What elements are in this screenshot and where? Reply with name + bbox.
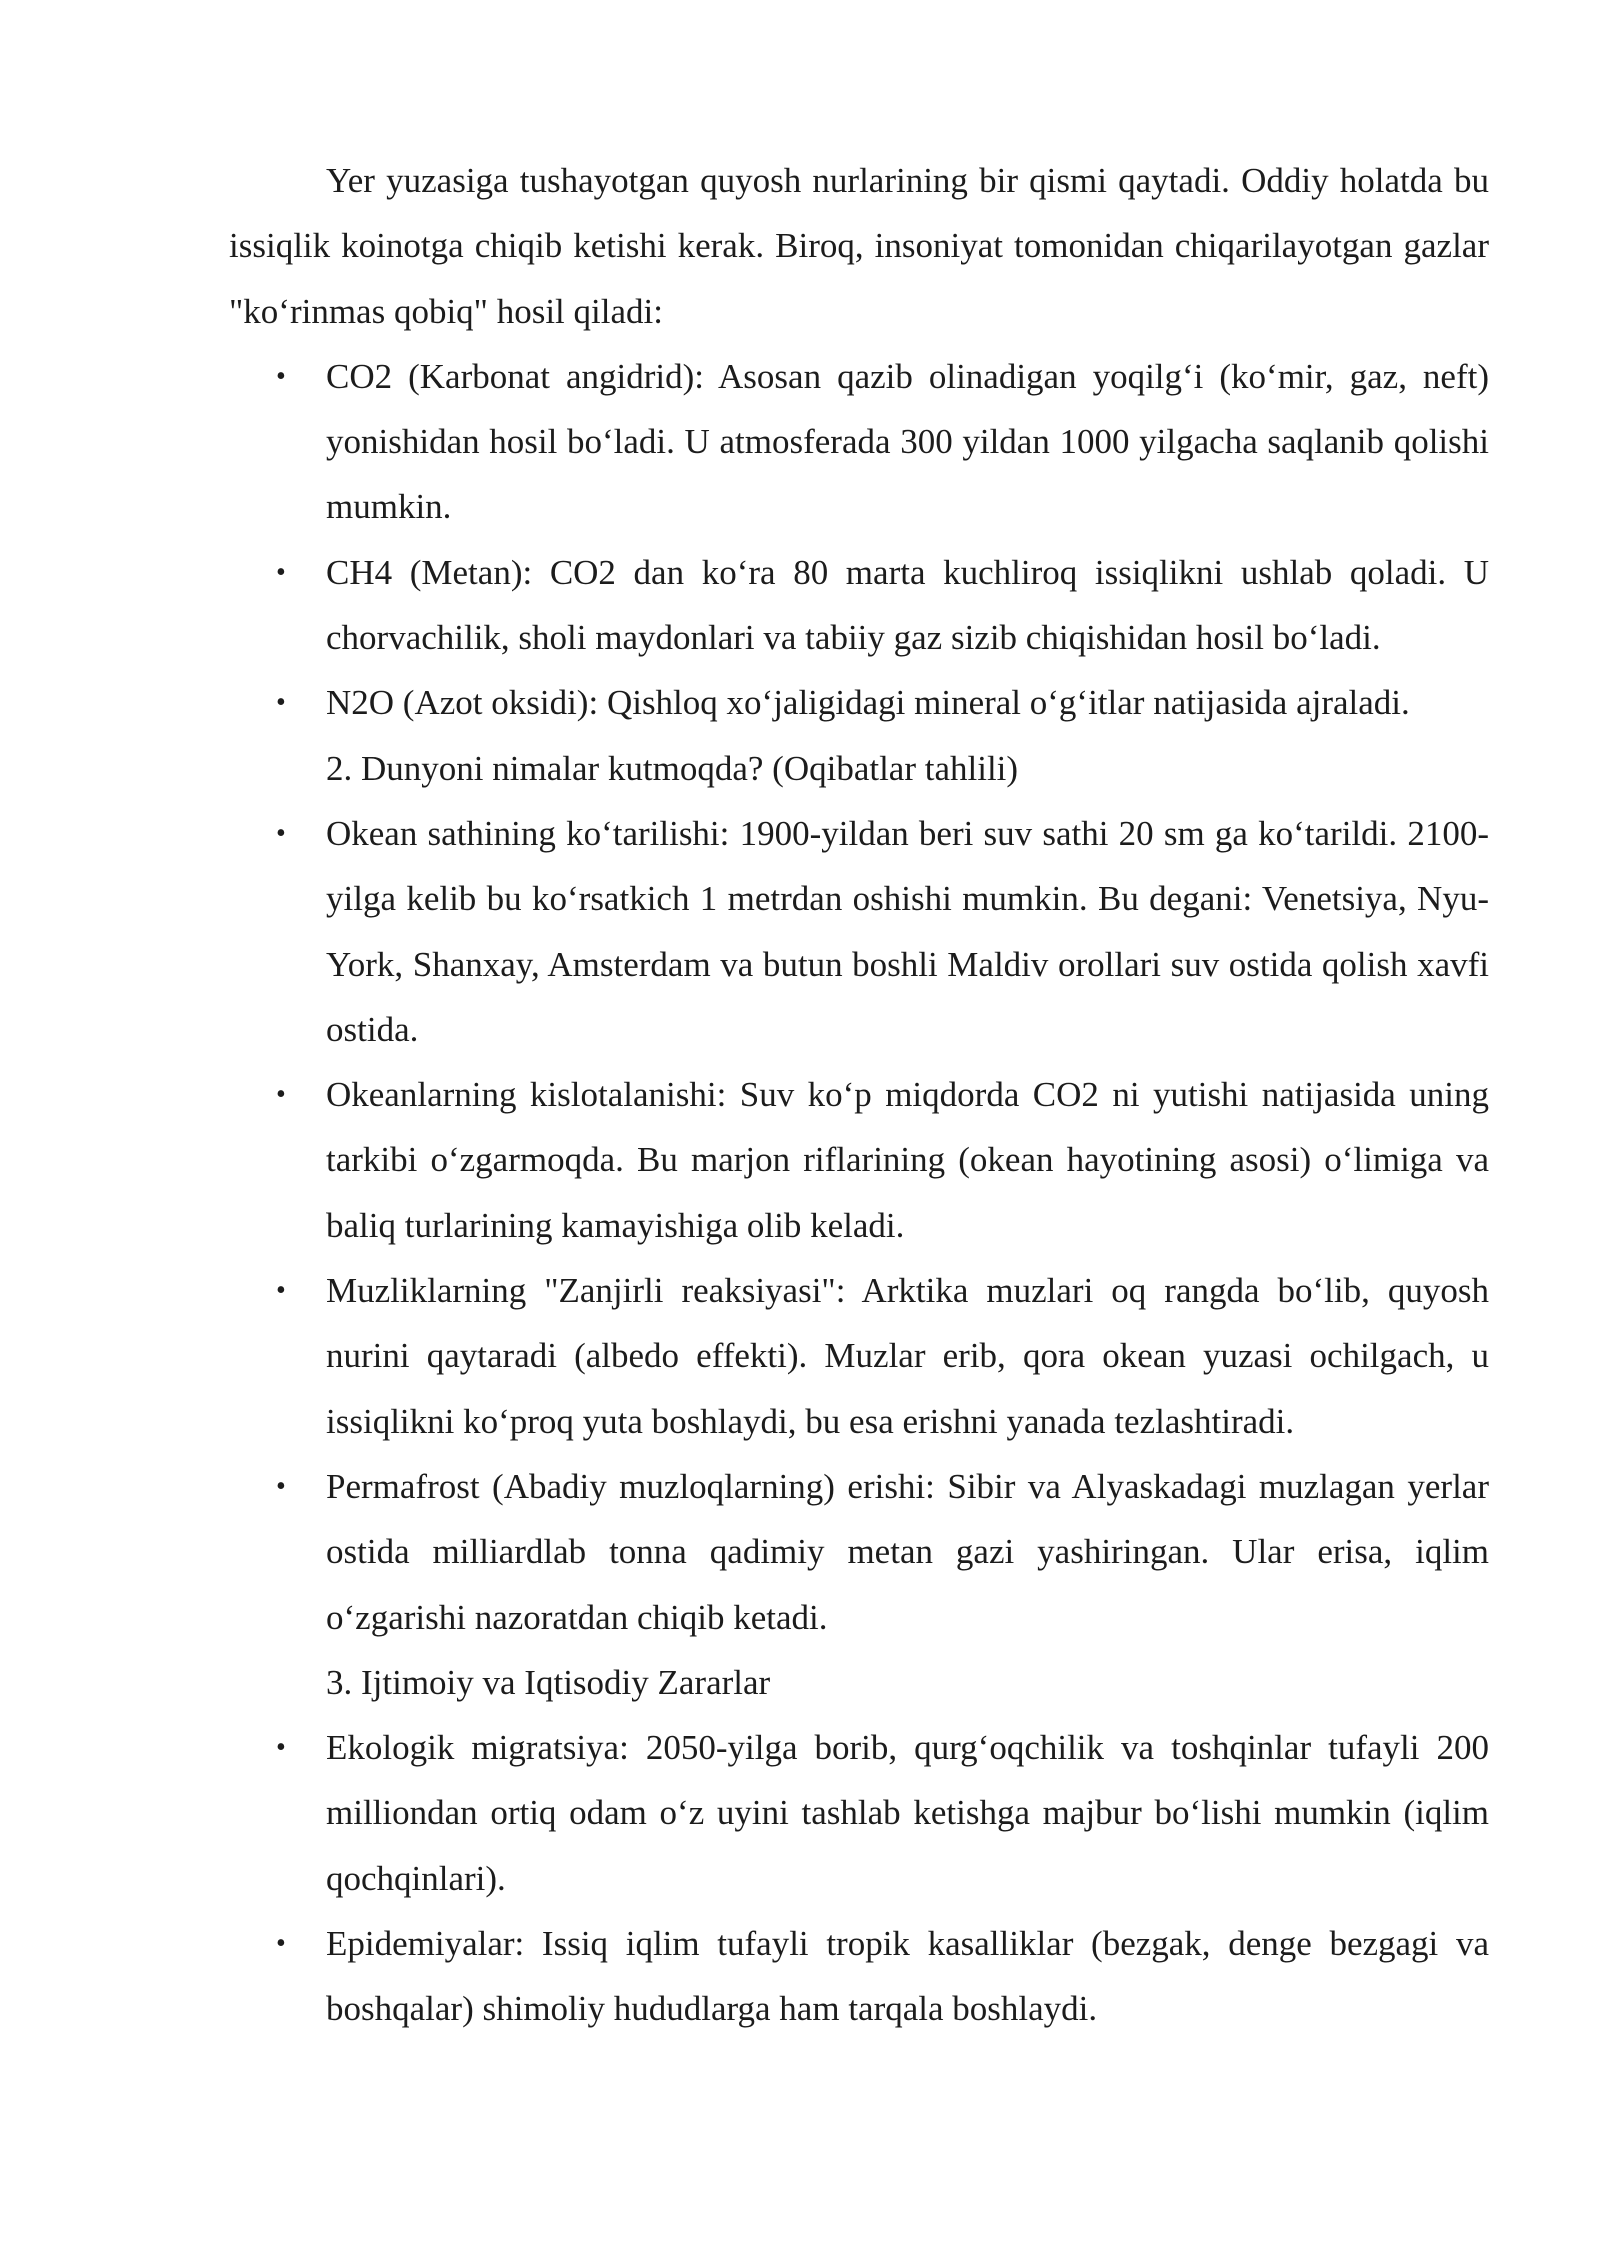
section-3-heading: 3. Ijtimoiy va Iqtisodiy Zararlar	[326, 1662, 771, 1702]
gases-list	[229, 344, 1489, 736]
list-item-text: Ekologik migratsiya: 2050-yilga borib, qurg‘oqchilik va toshqinlar tufayli 200 milliondan ortiq odam o‘z uyini tashlab ketishga majbur bo‘lishi mumkin (iqlim qochqinlari).	[326, 1728, 1489, 1898]
list-item	[229, 801, 1489, 1062]
bullet-icon: •	[276, 360, 286, 392]
bullet-icon: •	[276, 1079, 286, 1111]
list-item	[229, 670, 1489, 735]
list-item-text: Epidemiyalar: Issiq iqlim tufayli tropik kasalliklar (bezgak, denge bezgagi va boshqalar) shimoliy hududlarga ham tarqala boshlaydi.	[326, 1924, 1489, 2029]
list-item-text: CO2 (Karbonat angidrid): Asosan qazib olinadigan yoqilg‘i (ko‘mir, gaz, neft) yonishidan hosil bo‘ladi. U atmosferada 300 yildan 1000 yilgacha saqlanib qolishi mumkin.	[326, 356, 1489, 527]
bullet-icon: •	[276, 1732, 286, 1764]
intro-paragraph: Yer yuzasiga tushayotgan quyosh nurlarining bir qismi qaytadi. Oddiy holatda bu issiqlik koinotga chiqib ketishi kerak. Biroq, insoniyat tomonidan chiqarilayotgan gazlar "ko‘rinmas qobiq" hosil qiladi:	[229, 161, 1489, 331]
list-item-text: Muzliklarning "Zanjirli reaksiyasi": Arktika muzlari oq rangda bo‘lib, quyosh nurini qaytaradi (albedo effekti). Muzlar erib, qora okean yuzasi ochilgach, u issiqlikni ko‘proq yuta boshlaydi, bu esa erishni yanada tezlashtiradi.	[326, 1271, 1489, 1441]
bullet-icon: •	[276, 687, 286, 719]
bullet-icon: •	[276, 817, 286, 849]
list-item	[229, 1258, 1489, 1454]
bullet-icon: •	[276, 1928, 286, 1960]
social-list	[229, 1715, 1489, 2041]
list-item-text: N2O (Azot oksidi): Qishloq xo‘jaligidagi mineral o‘g‘itlar natijasida ajraladi.	[326, 683, 1410, 723]
document-body	[229, 148, 1489, 2042]
list-item-text: Okean sathining ko‘tarilishi: 1900-yildan beri suv sathi 20 sm ga ko‘tarildi. 2100-yilga kelib bu ko‘rsatkich 1 metrdan oshishi mumkin. Bu degani: Venetsiya, Nyu-York, Shanxay, Amsterdam va butun boshli Maldiv orollari suv ostida qolish xavfi ostida.	[326, 813, 1489, 1049]
list-item	[229, 1454, 1489, 1650]
list-item-text: Okeanlarning kislotalanishi: Suv ko‘p miqdorda CO2 ni yutishi natijasida uning tarkibi o‘zgarmoqda. Bu marjon riflarining (okean hayotining asosi) o‘limiga va baliq turlarining kamayishiga olib keladi.	[326, 1075, 1489, 1245]
section-2-heading: 2. Dunyoni nimalar kutmoqda? (Oqibatlar tahlili)	[326, 748, 1019, 788]
list-item	[229, 344, 1489, 540]
consequences-list	[229, 801, 1489, 1650]
list-item	[229, 1062, 1489, 1258]
list-item	[229, 1715, 1489, 1911]
list-item	[229, 1911, 1489, 2042]
bullet-icon: •	[276, 556, 286, 588]
list-item-text: Permafrost (Abadiy muzloqlarning) erishi: Sibir va Alyaskadagi muzlagan yerlar ostida milliardlab tonna qadimiy metan gazi yashiringan. Ular erisa, iqlim o‘zgarishi nazoratdan chiqib ketadi.	[326, 1466, 1489, 1637]
list-item	[229, 540, 1489, 671]
list-item-text: CH4 (Metan): CO2 dan ko‘ra 80 marta kuchliroq issiqlikni ushlab qoladi. U chorvachilik, sholi maydonlari va tabiiy gaz sizib chiqishidan hosil bo‘ladi.	[326, 552, 1489, 658]
bullet-icon: •	[276, 1275, 286, 1307]
bullet-icon: •	[276, 1470, 286, 1502]
